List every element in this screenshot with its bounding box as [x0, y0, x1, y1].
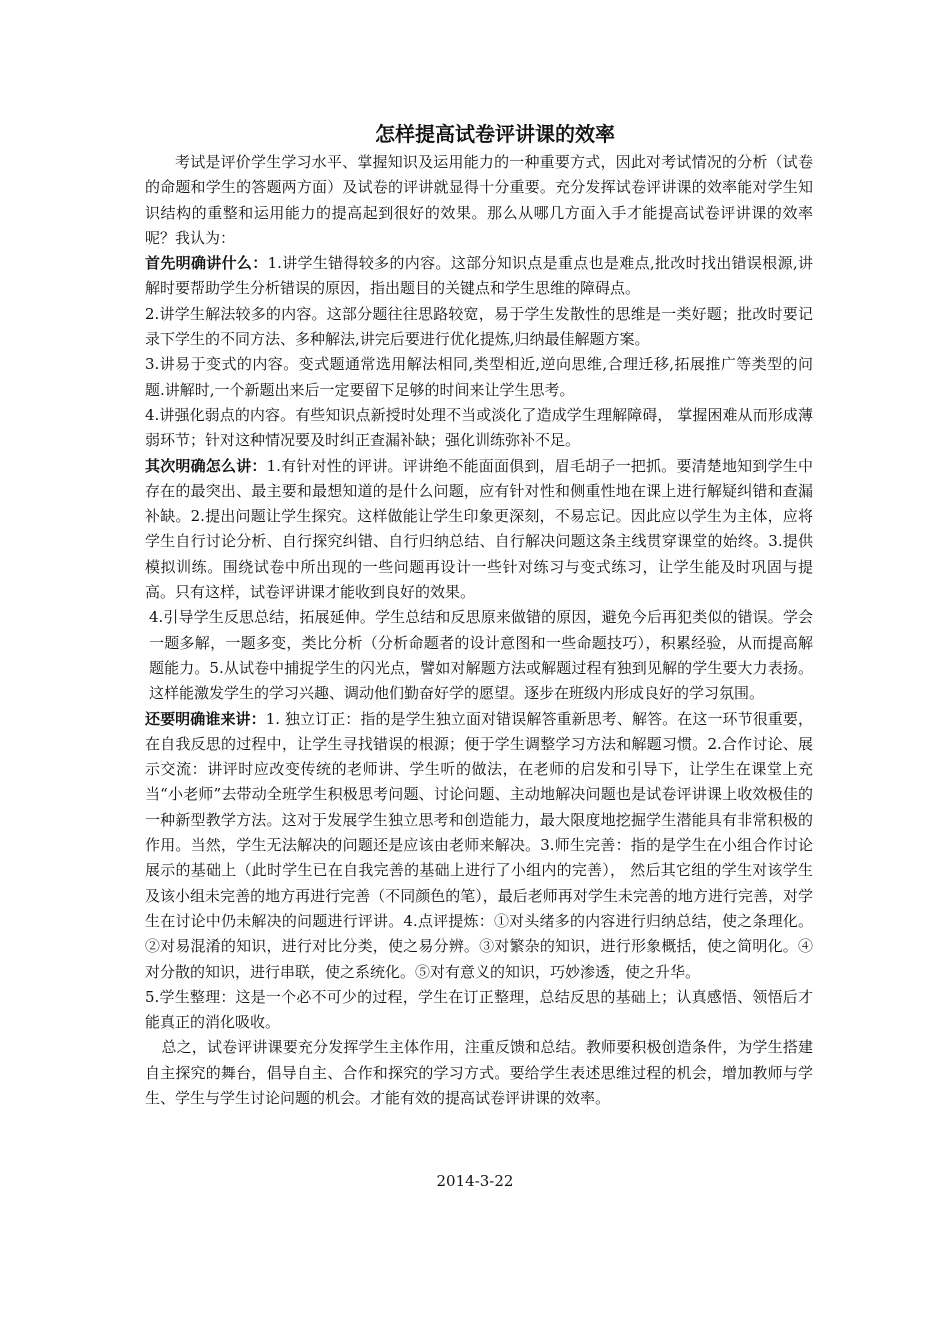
- document-title: 怎样提高试卷评讲课的效率: [375, 122, 615, 146]
- section2-points-1-3: 1.有针对性的评讲。评讲绝不能面面俱到，眉毛胡子一把抓。要清楚地知到学生中存在的最突出、最主要和最想知道的是什么问题，应有针对性和侧重性地在课上进行解疑纠错和查漏补缺。2.提出问题让学生探究。这样做能让学生印象更深刻，不易忘记。因此应以学生为主体，应将学生自行讨论分析、自行探究纠错、自行归纳总结、自行解决问题这条主线贯穿课堂的始终。3.提供模拟训练。围绕试卷中所出现的一些问题再设计一些针对练习与变式练习，让学生能及时巩固与提高。只有这样，试卷评讲课才能收到良好的效果。: [145, 456, 813, 602]
- section3-paragraph-1: [145, 707, 813, 985]
- section2-heading: 其次明确怎么讲：: [145, 456, 267, 475]
- section3-heading: 还要明确谁来讲：: [145, 709, 266, 728]
- conclusion-paragraph: 总之，试卷评讲课要充分发挥学生主体作用，注重反馈和总结。教师要积极创造条件，为学生搭建自主探究的舞台，倡导自主、合作和探究的学习方式。要给学生表述思维过程的机会，增加教师与学生、学生与学生讨论问题的机会。才能有效的提高试卷评讲课的效率。: [145, 1038, 813, 1107]
- section2-points-4-5: 4.引导学生反思总结，拓展延伸。学生总结和反思原来做错的原因，避免今后再犯类似的错误。学会一题多解，一题多变，类比分析（分析命题者的设计意图和一些命题技巧），积累经验，从而提高解题能力。5.从试卷中捕捉学生的闪光点，譬如对解题方法或解题过程有独到见解的学生要大力表扬。这样能激发学生的学习兴趣、调动他们勤奋好学的愿望。逐步在班级内形成良好的学习氛围。: [149, 608, 813, 703]
- section1-point-2: 2.讲学生解法较多的内容。这部分题往往思路较宽，易于学生发散性的思维是一类好题；批改时要记录下学生的不同方法、多种解法,讲完后要进行优化提炼,归纳最佳解题方案。: [145, 304, 813, 349]
- section1-point-3: 3.讲易于变式的内容。变式题通常选用解法相同,类型相近,逆向思维,合理迁移,拓展推广等类型的问题.讲解时,一个新题出来后一定要留下足够的时间来让学生思考。: [145, 355, 813, 399]
- section2-paragraph-1: [145, 454, 813, 606]
- section3-point-5: 5.学生整理：这是一个必不可少的过程，学生在订正整理，总结反思的基础上；认真感悟、领悟后才能真正的消化吸收。: [145, 987, 813, 1032]
- section1-point-1: 1.讲学生错得较多的内容。这部分知识点是重点也是难点,批改时找出错误根源,讲解时要帮助学生分析错误的原因，指出题目的关键点和学生思维的障碍点。: [145, 254, 813, 298]
- section1-paragraph-1: [145, 251, 813, 302]
- section1-point-4: 4.讲强化弱点的内容。有些知识点新授时处理不当或淡化了造成学生理解障碍， 掌握困难从而形成薄弱环节；针对这种情况要及时纠正查漏补缺；强化训练弥补不足。: [145, 405, 813, 450]
- intro-paragraph: 考试是评价学生学习水平、掌握知识及运用能力的一种重要方式，因此对考试情况的分析（试卷的命题和学生的答题两方面）及试卷的评讲就显得十分重要。充分发挥试卷评讲课的效率能对学生知识结构的重整和运用能力的提高起到很好的效果。那么从哪几方面入手才能提高试卷评讲课的效率呢？我认为：: [145, 153, 813, 247]
- section3-points-1-4: 1. 独立订正：指的是学生独立面对错误解答重新思考、解答。在这一环节很重要，在自我反思的过程中，让学生寻找错误的根源；便于学生调整学习方法和解题习惯。2.合作讨论、展示交流：讲评时应改变传统的老师讲、学生听的做法，在老师的启发和引导下，让学生在课堂上充当“小老师”去带动全班学生积极思考问题、讨论问题、主动地解决问题也是试卷评讲课上收效极佳的一种新型教学方法。这对于发展学生独立思考和创造能力，最大限度地挖掘学生潜能具有非常积极的作用。当然，学生无法解决的问题还是应该由老师来解决。3.师生完善：指的是学生在小组合作讨论展示的基础上（此时学生已在自我完善的基础上进行了小组内的完善）， 然后其它组的学生对该学生及该小组未完善的地方再进行完善（不同颜色的笔），最后老师再对学生未完善的地方进行完善，对学生在讨论中仍未解决的问题进行评讲。4.点评提炼：①对头绪多的内容进行归纳总结，使之条理化。②对易混淆的知识，进行对比分类，使之易分辨。③对繁杂的知识，进行形象概括，使之简明化。④对分散的知识，进行串联，使之系统化。⑤对有意义的知识，巧妙渗透，使之升华。: [145, 709, 813, 981]
- document-body: [145, 150, 813, 1111]
- section1-heading: 首先明确讲什么：: [145, 254, 268, 273]
- document-date: 2014-3-22: [436, 1172, 514, 1190]
